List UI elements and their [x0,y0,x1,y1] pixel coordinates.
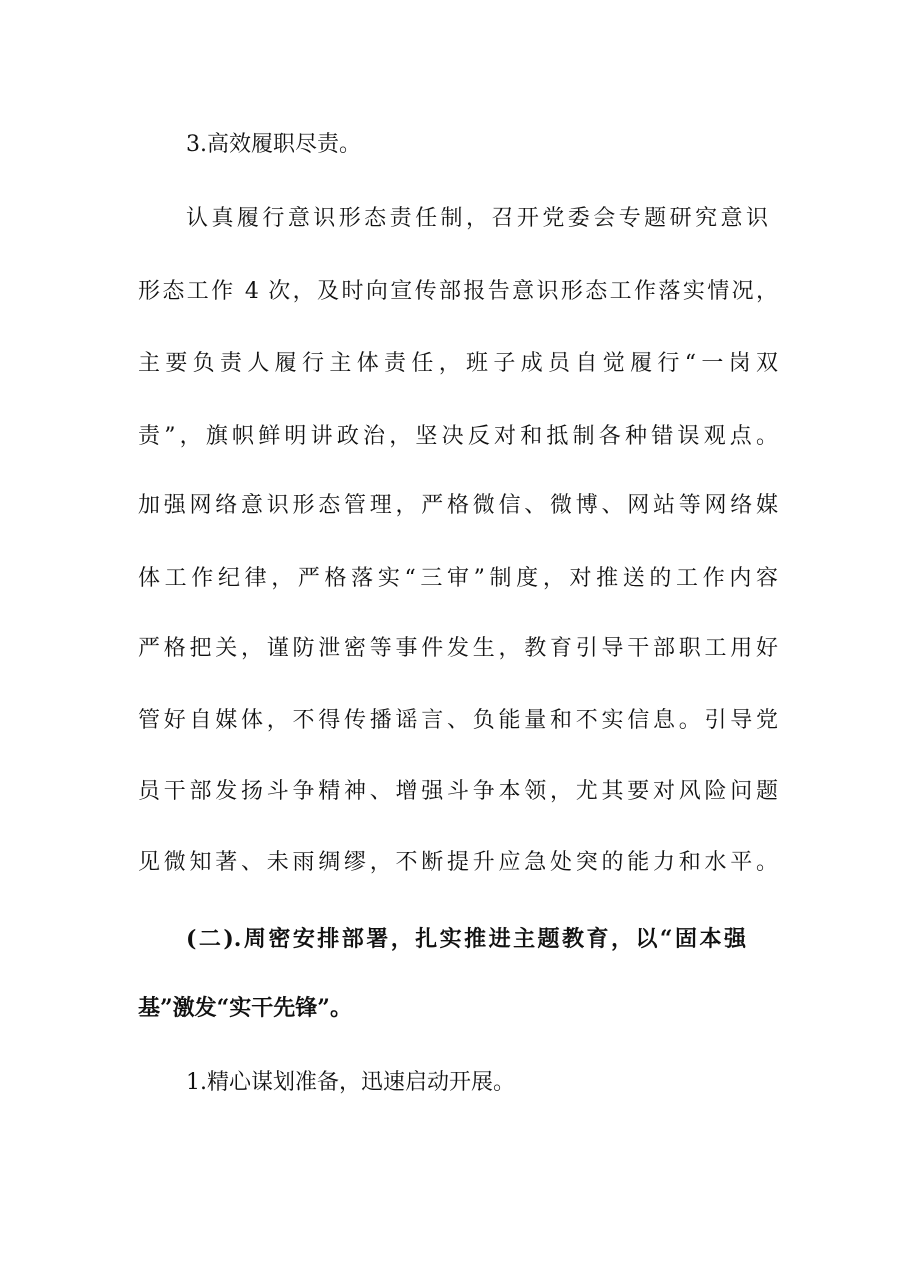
paragraph-line: 主要负责人履行主体责任，班子成员自觉履行“一岗双 [138,351,778,376]
section-heading-line: 基”激发“实干先锋”。 [138,995,352,1021]
section-heading-line: (二).周密安排部署，扎实推进主题教育，以“固本强 [186,926,746,952]
paragraph-line: 加强网络意识形态管理，严格微信、微博、网站等网络媒 [138,493,778,518]
paragraph-line: 形态工作 4 次，及时向宣传部报告意识形态工作落实情况， [138,279,778,304]
paragraph-line: 责”，旗帜鲜明讲政治，坚决反对和抵制各种错误观点。 [138,424,778,449]
paragraph-line: 见微知著、未雨绸缪，不断提升应急处突的能力和水平。 [138,850,778,875]
paragraph-line: 员干部发扬斗争精神、增强斗争本领，尤其要对风险问题 [138,779,778,804]
paragraph-line: 认真履行意识形态责任制，召开党委会专题研究意识 [186,206,768,231]
subheading-1: 1.精心谋划准备，迅速启动开展。 [186,1070,515,1095]
paragraph-line: 体工作纪律，严格落实“三审”制度，对推送的工作内容 [138,566,778,591]
paragraph-line: 管好自媒体，不得传播谣言、负能量和不实信息。引导党 [138,708,778,733]
paragraph-line: 严格把关，谨防泄密等事件发生，教育引导干部职工用好 [138,636,778,661]
subheading-3: 3.高效履职尽责。 [186,132,361,157]
